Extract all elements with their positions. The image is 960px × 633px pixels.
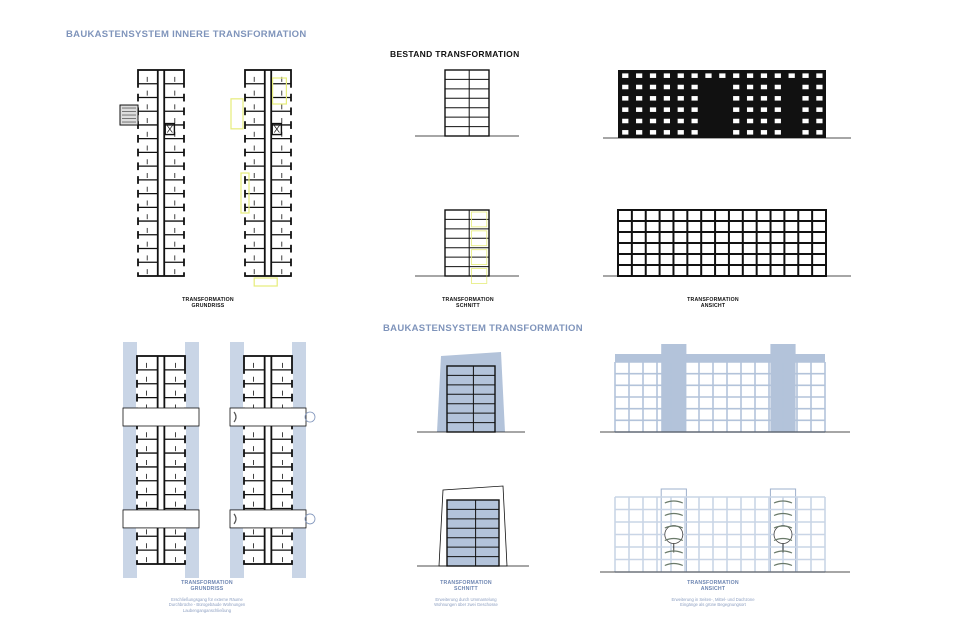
tower-module — [661, 344, 686, 432]
caption-top-grundriss — [178, 297, 238, 310]
window — [802, 130, 808, 135]
window-gap — [184, 540, 187, 546]
window-gap — [136, 443, 139, 449]
heading-inner-transformation: BAUKASTENSYSTEM INNERE TRANSFORMATION — [66, 29, 307, 40]
window-gap — [183, 88, 186, 94]
window-gap — [291, 499, 294, 505]
window-gap — [244, 143, 247, 149]
caption-line: ANSICHT — [700, 586, 726, 593]
plant-icon — [305, 514, 315, 524]
window — [802, 107, 808, 112]
window — [761, 73, 767, 78]
plant-icon — [305, 412, 315, 422]
window — [691, 96, 697, 101]
window-gap — [183, 198, 186, 204]
note-line: Erweiterung durch Ummantelung — [435, 597, 497, 602]
window — [747, 119, 753, 124]
top-elevation-existing — [603, 70, 851, 138]
planter-icon — [665, 514, 683, 516]
window-gap — [136, 485, 139, 491]
window-gap — [183, 184, 186, 190]
window-gap — [244, 211, 247, 217]
caption-top-schnitt — [438, 297, 498, 310]
window — [733, 73, 739, 78]
window-gap — [290, 129, 293, 135]
window-gap — [137, 266, 140, 272]
window-gap — [244, 266, 247, 272]
window — [678, 73, 684, 78]
window-gap — [137, 143, 140, 149]
caption-line: TRANSFORMATION — [440, 580, 492, 586]
planter-icon — [665, 501, 683, 503]
bottom-section-b — [417, 486, 529, 566]
window-gap — [184, 457, 187, 463]
added-element — [231, 99, 243, 129]
window-gap — [183, 115, 186, 121]
caption-line: TRANSFORMATION — [687, 580, 739, 586]
window — [816, 85, 822, 90]
window-gap — [244, 156, 247, 162]
window-gap — [290, 211, 293, 217]
plan-outline — [137, 356, 185, 564]
bottom-section-a — [417, 352, 525, 432]
note-schnitt — [411, 597, 521, 608]
window-gap — [290, 239, 293, 245]
balcony-zone-right — [185, 342, 199, 578]
window-gap — [244, 239, 247, 245]
window — [816, 130, 822, 135]
window — [650, 130, 656, 135]
window-gap — [183, 143, 186, 149]
window — [816, 119, 822, 124]
caption-top-ansicht — [683, 297, 743, 310]
window — [747, 85, 753, 90]
tree-icon — [665, 526, 683, 544]
window-gap — [137, 253, 140, 259]
window-gap — [184, 374, 187, 380]
window-gap — [136, 457, 139, 463]
caption-line: ANSICHT — [700, 303, 726, 310]
bottom-elevation-b — [600, 489, 850, 572]
window-gap — [243, 540, 246, 546]
window — [733, 130, 739, 135]
window — [761, 130, 767, 135]
window — [691, 85, 697, 90]
caption-bottom-grundriss — [177, 580, 237, 593]
window — [761, 119, 767, 124]
window — [719, 73, 725, 78]
window-gap — [136, 402, 139, 408]
window — [705, 73, 711, 78]
window-gap — [291, 388, 294, 394]
window-gap — [244, 253, 247, 259]
window-gap — [291, 429, 294, 435]
window — [775, 119, 781, 124]
window — [775, 107, 781, 112]
caption-line: GRUNDRISS — [190, 586, 224, 593]
window — [622, 96, 628, 101]
window — [650, 119, 656, 124]
window-gap — [243, 429, 246, 435]
note-ansicht — [658, 597, 768, 608]
window-gap — [184, 429, 187, 435]
window-gap — [291, 540, 294, 546]
window-gap — [137, 129, 140, 135]
window-gap — [136, 499, 139, 505]
window-gap — [136, 471, 139, 477]
window — [636, 107, 642, 112]
window-gap — [244, 184, 247, 190]
window-gap — [137, 156, 140, 162]
window — [691, 119, 697, 124]
window — [650, 85, 656, 90]
note-line: Erschließungsgang für externe Räume — [171, 597, 243, 602]
passage-cut — [230, 408, 306, 426]
window — [650, 96, 656, 101]
window — [664, 119, 670, 124]
plan-outline — [244, 356, 292, 564]
window — [775, 85, 781, 90]
window — [636, 130, 642, 135]
passage-cut — [230, 510, 306, 528]
window-gap — [243, 402, 246, 408]
balcony-zone-right — [292, 342, 306, 578]
window — [761, 107, 767, 112]
window — [747, 73, 753, 78]
window — [678, 130, 684, 135]
window-gap — [137, 225, 140, 231]
caption-bottom-schnitt — [436, 580, 496, 593]
window-gap — [290, 184, 293, 190]
note-line: Erweiterung in Seiten-, Mittel- und Dachzone — [671, 597, 755, 602]
bottom-elevation-a — [600, 344, 850, 432]
window-gap — [244, 88, 247, 94]
window — [636, 85, 642, 90]
window — [636, 119, 642, 124]
window-gap — [243, 388, 246, 394]
window — [733, 85, 739, 90]
window-gap — [136, 554, 139, 560]
window-gap — [243, 471, 246, 477]
window — [678, 107, 684, 112]
window-gap — [136, 374, 139, 380]
caption-line: TRANSFORMATION — [182, 297, 234, 303]
window — [747, 96, 753, 101]
window — [802, 96, 808, 101]
window — [622, 73, 628, 78]
window — [650, 73, 656, 78]
window — [802, 119, 808, 124]
window-gap — [137, 88, 140, 94]
window — [650, 107, 656, 112]
window-gap — [290, 225, 293, 231]
window — [678, 96, 684, 101]
window-gap — [183, 225, 186, 231]
window-gap — [183, 101, 186, 107]
window-gap — [244, 101, 247, 107]
window-gap — [243, 485, 246, 491]
window — [733, 119, 739, 124]
caption-bottom-ansicht — [683, 580, 743, 593]
top-section-transformed — [415, 210, 519, 283]
window — [691, 130, 697, 135]
caption-line: GRUNDRISS — [191, 303, 225, 310]
window-gap — [183, 156, 186, 162]
window — [622, 85, 628, 90]
window — [747, 130, 753, 135]
window — [636, 73, 642, 78]
window — [816, 107, 822, 112]
window — [775, 130, 781, 135]
window — [747, 107, 753, 112]
window-gap — [291, 471, 294, 477]
caption-line: TRANSFORMATION — [442, 297, 494, 303]
window — [664, 107, 670, 112]
window-gap — [244, 225, 247, 231]
window — [636, 96, 642, 101]
heading-bestand-transformation: BESTAND TRANSFORMATION — [390, 49, 520, 59]
window-gap — [290, 198, 293, 204]
window-gap — [244, 129, 247, 135]
note-line: Durchbrüche - Bürogebäude Wohnungen — [168, 602, 246, 608]
window-gap — [184, 485, 187, 491]
window-gap — [183, 266, 186, 272]
window-gap — [184, 499, 187, 505]
window-gap — [136, 540, 139, 546]
window — [802, 73, 808, 78]
window-gap — [244, 115, 247, 121]
window-gap — [137, 184, 140, 190]
window-gap — [243, 457, 246, 463]
note-grundriss — [152, 597, 262, 613]
window — [622, 119, 628, 124]
window-gap — [183, 253, 186, 259]
window-gap — [243, 443, 246, 449]
top-elevation-transformed — [603, 210, 851, 276]
window-gap — [291, 402, 294, 408]
window — [761, 85, 767, 90]
window-gap — [290, 156, 293, 162]
plan-outline — [245, 70, 291, 276]
window — [664, 85, 670, 90]
caption-line: TRANSFORMATION — [181, 580, 233, 586]
window — [816, 96, 822, 101]
window-gap — [184, 554, 187, 560]
window — [664, 96, 670, 101]
window-gap — [244, 198, 247, 204]
window — [664, 130, 670, 135]
caption-line: SCHNITT — [454, 586, 478, 593]
window-gap — [183, 170, 186, 176]
note-line: Laubenganganschließung — [182, 607, 232, 613]
window — [622, 107, 628, 112]
note-line: Eingänge als grüne Begegnungsort — [680, 602, 746, 608]
passage-cut — [123, 408, 199, 426]
window-gap — [290, 143, 293, 149]
window-gap — [290, 170, 293, 176]
window-gap — [290, 266, 293, 272]
top-section-existing — [415, 70, 519, 136]
added-element — [273, 78, 287, 104]
bottom-floor-plan-b — [230, 342, 315, 578]
window-gap — [291, 374, 294, 380]
caption-line: SCHNITT — [456, 303, 480, 310]
window-gap — [137, 198, 140, 204]
window — [775, 73, 781, 78]
window — [816, 73, 822, 78]
window-gap — [243, 374, 246, 380]
top-floor-plan-transformed — [231, 70, 292, 286]
plan-outline — [138, 70, 184, 276]
passage-cut — [123, 510, 199, 528]
window-gap — [184, 443, 187, 449]
window-gap — [184, 388, 187, 394]
heading-baukasten-transformation: BAUKASTENSYSTEM TRANSFORMATION — [383, 323, 583, 334]
note-line: Wohnungen über zwei Geschosse — [434, 602, 498, 608]
added-element — [254, 278, 277, 286]
window-gap — [290, 115, 293, 121]
window — [664, 73, 670, 78]
window-gap — [291, 554, 294, 560]
window-gap — [290, 253, 293, 259]
window-gap — [137, 211, 140, 217]
window — [733, 96, 739, 101]
window-gap — [290, 88, 293, 94]
window-gap — [291, 457, 294, 463]
window-gap — [183, 129, 186, 135]
window-gap — [184, 471, 187, 477]
tree-icon — [774, 526, 792, 544]
window — [678, 119, 684, 124]
window — [802, 85, 808, 90]
window-gap — [183, 239, 186, 245]
top-floor-plan-existing — [120, 70, 185, 276]
balcony-zone-left — [123, 342, 137, 578]
window-gap — [243, 554, 246, 560]
window-gap — [291, 485, 294, 491]
window — [775, 96, 781, 101]
window-gap — [136, 388, 139, 394]
window-gap — [137, 170, 140, 176]
bottom-floor-plan-a — [123, 342, 199, 578]
window-gap — [136, 429, 139, 435]
window — [678, 85, 684, 90]
window — [761, 96, 767, 101]
caption-line: TRANSFORMATION — [687, 297, 739, 303]
window-gap — [291, 443, 294, 449]
window-gap — [137, 239, 140, 245]
window-gap — [183, 211, 186, 217]
window — [691, 73, 697, 78]
window — [733, 107, 739, 112]
window-gap — [184, 402, 187, 408]
window — [691, 107, 697, 112]
planter-icon — [665, 564, 683, 566]
window-gap — [243, 499, 246, 505]
window — [789, 73, 795, 78]
window — [622, 130, 628, 135]
facade-solid — [618, 70, 826, 138]
balcony-zone-left — [230, 342, 244, 578]
window-gap — [290, 101, 293, 107]
